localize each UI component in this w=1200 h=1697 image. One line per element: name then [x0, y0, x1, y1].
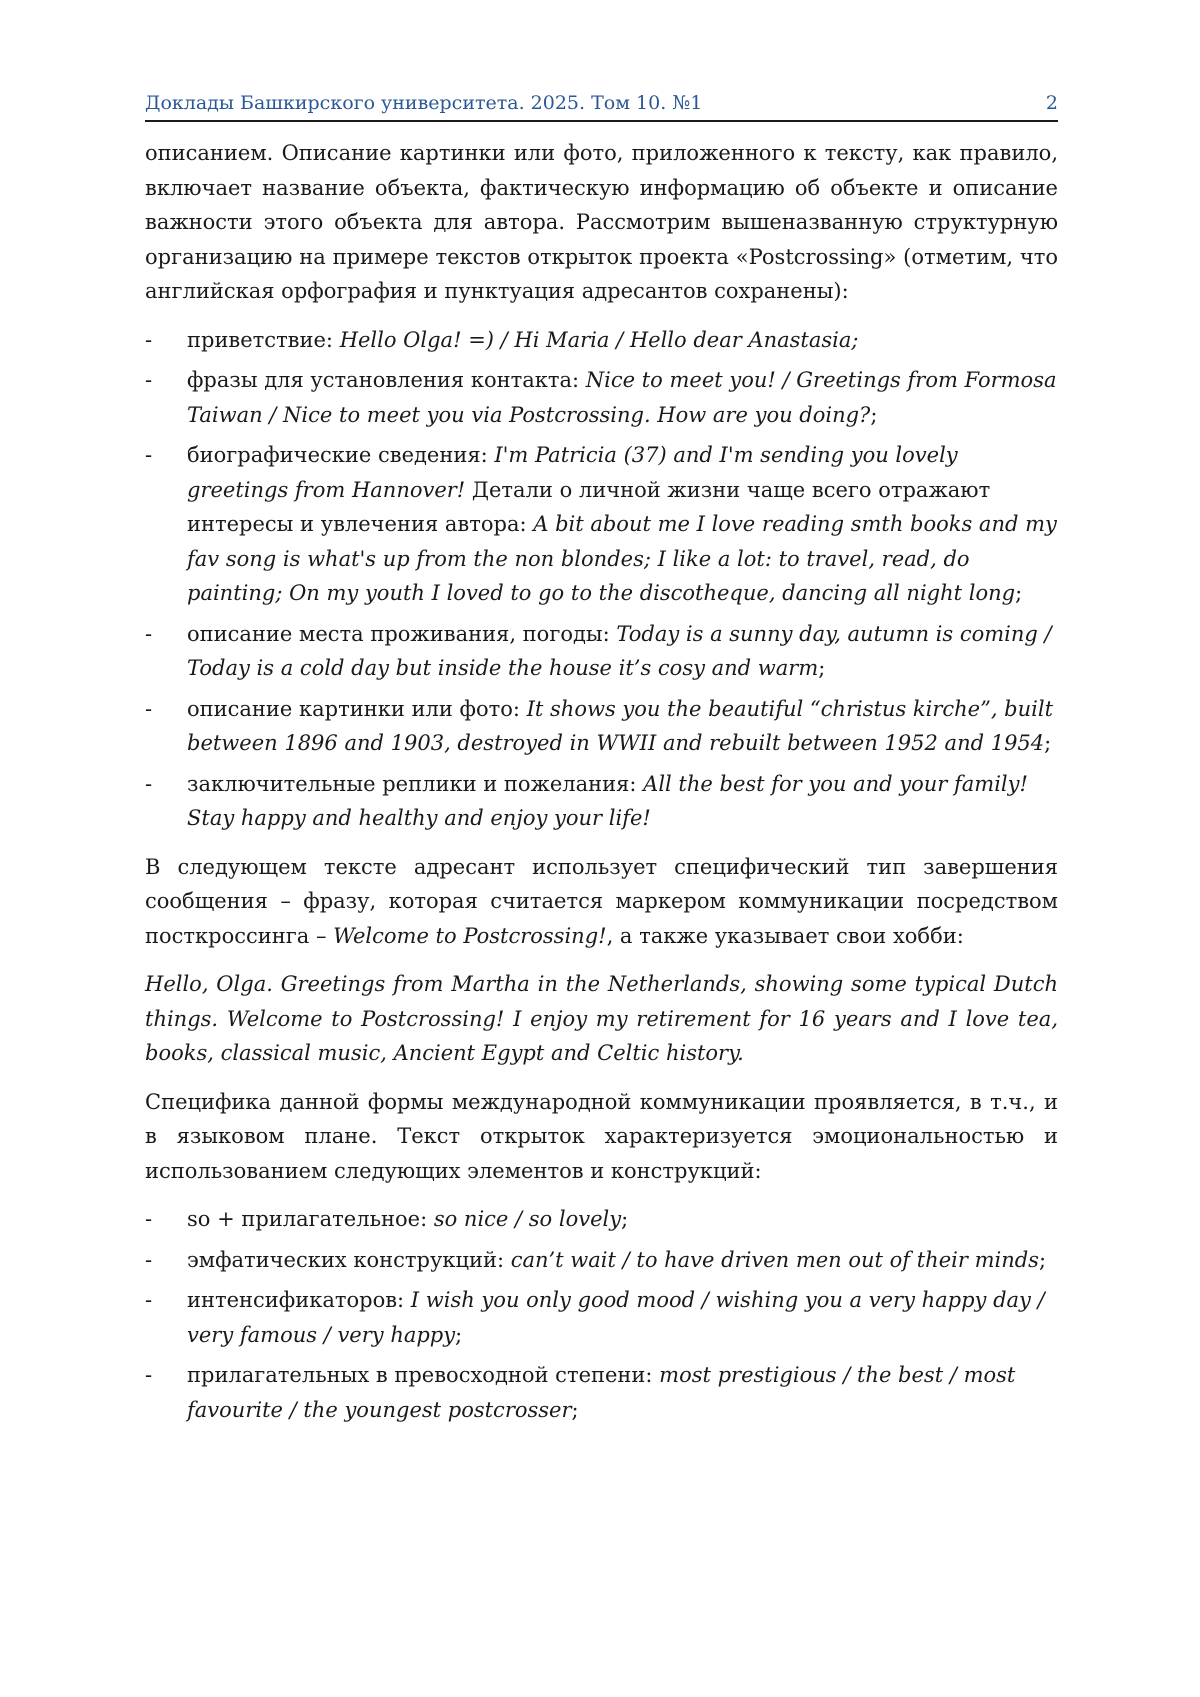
item-label: приветствие: — [187, 328, 340, 352]
item-label: прилагательных в превосходной степени: — [187, 1363, 659, 1387]
item-tail: ; — [621, 1207, 628, 1231]
item-tail: ; — [1039, 1248, 1046, 1272]
ending-text-after: , а также указывает свои хобби: — [607, 924, 964, 948]
bullet-dash: - — [145, 1283, 152, 1318]
list-item — [145, 323, 1058, 358]
item-mid: Детали о личной жизни чаще всего отражают интересы и увлечения автора: — [187, 478, 990, 537]
item-label: описание картинки или фото: — [187, 697, 527, 721]
item-example-2: A bit about me I love reading smth books and my fav song is what's up from the non blondes; I like a lot: to travel, read, do painting; On my youth I loved to go to the discotheque, dancing all night long — [187, 512, 1057, 605]
running-header — [145, 92, 1058, 122]
item-label: биографические сведения: — [187, 443, 494, 467]
item-label: интенсификаторов: — [187, 1288, 411, 1312]
bullet-dash: - — [145, 1358, 152, 1393]
item-example: It shows you the beautiful “christus kirche”, built between 1896 and 1903, destroyed in WWII and rebuilt between 1952 and 1954 — [187, 697, 1053, 756]
item-tail: ; — [455, 1323, 462, 1347]
item-label: заключительные реплики и пожелания: — [187, 772, 643, 796]
item-example: Nice to meet you! / Greetings from Formosa Taiwan / Nice to meet you via Postcrossing. How are you doing? — [187, 368, 1057, 427]
structure-list — [145, 323, 1058, 836]
item-label: фразы для установления контакта: — [187, 368, 586, 392]
specifics-paragraph: Специфика данной формы международной коммуникации проявляется, в т.ч., и в языковом плане. Текст открыток характеризуется эмоциональностью и использованием следующих элементов и конструкций: — [145, 1085, 1058, 1189]
list-item — [145, 1243, 1058, 1278]
intro-paragraph: описанием. Описание картинки или фото, приложенного к тексту, как правило, включает название объекта, фактическую информацию об объекте и описание важности этого объекта для автора. Рассмотрим вышеназванную структурную организацию на примере текстов открыток проекта «Postcrossing» (отметим, что английская орфография и пунктуация адресантов сохранены): — [145, 136, 1058, 309]
item-example: Today is a sunny day, autumn is coming / Today is a cold day but inside the house it’s cosy and warm — [187, 622, 1052, 681]
bullet-dash: - — [145, 323, 152, 358]
item-tail: ; — [1015, 581, 1022, 605]
ending-text-before: В следующем тексте адресант использует специфический тип завершения сообщения – фразу, которая считается маркером коммуникации посредством посткроссинга – — [145, 855, 1058, 948]
constructions-list — [145, 1202, 1058, 1427]
item-example: most prestigious / the best / most favourite / the youngest postcrosser — [187, 1363, 1015, 1422]
page-number: 2 — [1046, 92, 1058, 114]
journal-title: Доклады Башкирского университета. 2025. Том 10. №1 — [145, 92, 702, 114]
item-tail: ; — [818, 656, 825, 680]
item-label: описание места проживания, погоды: — [187, 622, 616, 646]
item-example: Hello Olga! =) / Hi Maria / Hello dear Anastasia; — [340, 328, 859, 352]
bullet-dash: - — [145, 1202, 152, 1237]
bullet-dash: - — [145, 438, 152, 473]
item-example: I wish you only good mood / wishing you a very happy day / very famous / very happy — [187, 1288, 1045, 1347]
list-item — [145, 767, 1058, 836]
bullet-dash: - — [145, 363, 152, 398]
item-example: I'm Patricia (37) and I'm sending you lovely greetings from Hannover! — [187, 443, 958, 502]
item-tail: ; — [572, 1398, 579, 1422]
list-item — [145, 363, 1058, 432]
list-item — [145, 1283, 1058, 1352]
list-item — [145, 617, 1058, 686]
item-label: so + прилагательное: — [187, 1207, 434, 1231]
item-example: can’t wait / to have driven men out of their minds — [511, 1248, 1039, 1272]
bullet-dash: - — [145, 617, 152, 652]
item-label: эмфатических конструкций: — [187, 1248, 511, 1272]
article-body — [145, 136, 1058, 1427]
item-tail: ; — [1044, 731, 1051, 755]
postcard-quote: Hello, Olga. Greetings from Martha in the Netherlands, showing some typical Dutch things. Welcome to Postcrossing! I enjoy my retirement for 16 years and I love tea, books, classical music, Ancient Egypt and Celtic history. — [145, 967, 1058, 1071]
item-tail: ; — [870, 403, 877, 427]
bullet-dash: - — [145, 767, 152, 802]
item-example: so nice / so lovely — [434, 1207, 621, 1231]
list-item — [145, 1358, 1058, 1427]
item-example: All the best for you and your family! Stay happy and healthy and enjoy your life! — [187, 772, 1028, 831]
list-item — [145, 692, 1058, 761]
bullet-dash: - — [145, 692, 152, 727]
page — [145, 92, 1058, 1433]
list-item — [145, 438, 1058, 611]
ending-example: Welcome to Postcrossing! — [333, 924, 606, 948]
list-item — [145, 1202, 1058, 1237]
bullet-dash: - — [145, 1243, 152, 1278]
ending-paragraph — [145, 850, 1058, 954]
